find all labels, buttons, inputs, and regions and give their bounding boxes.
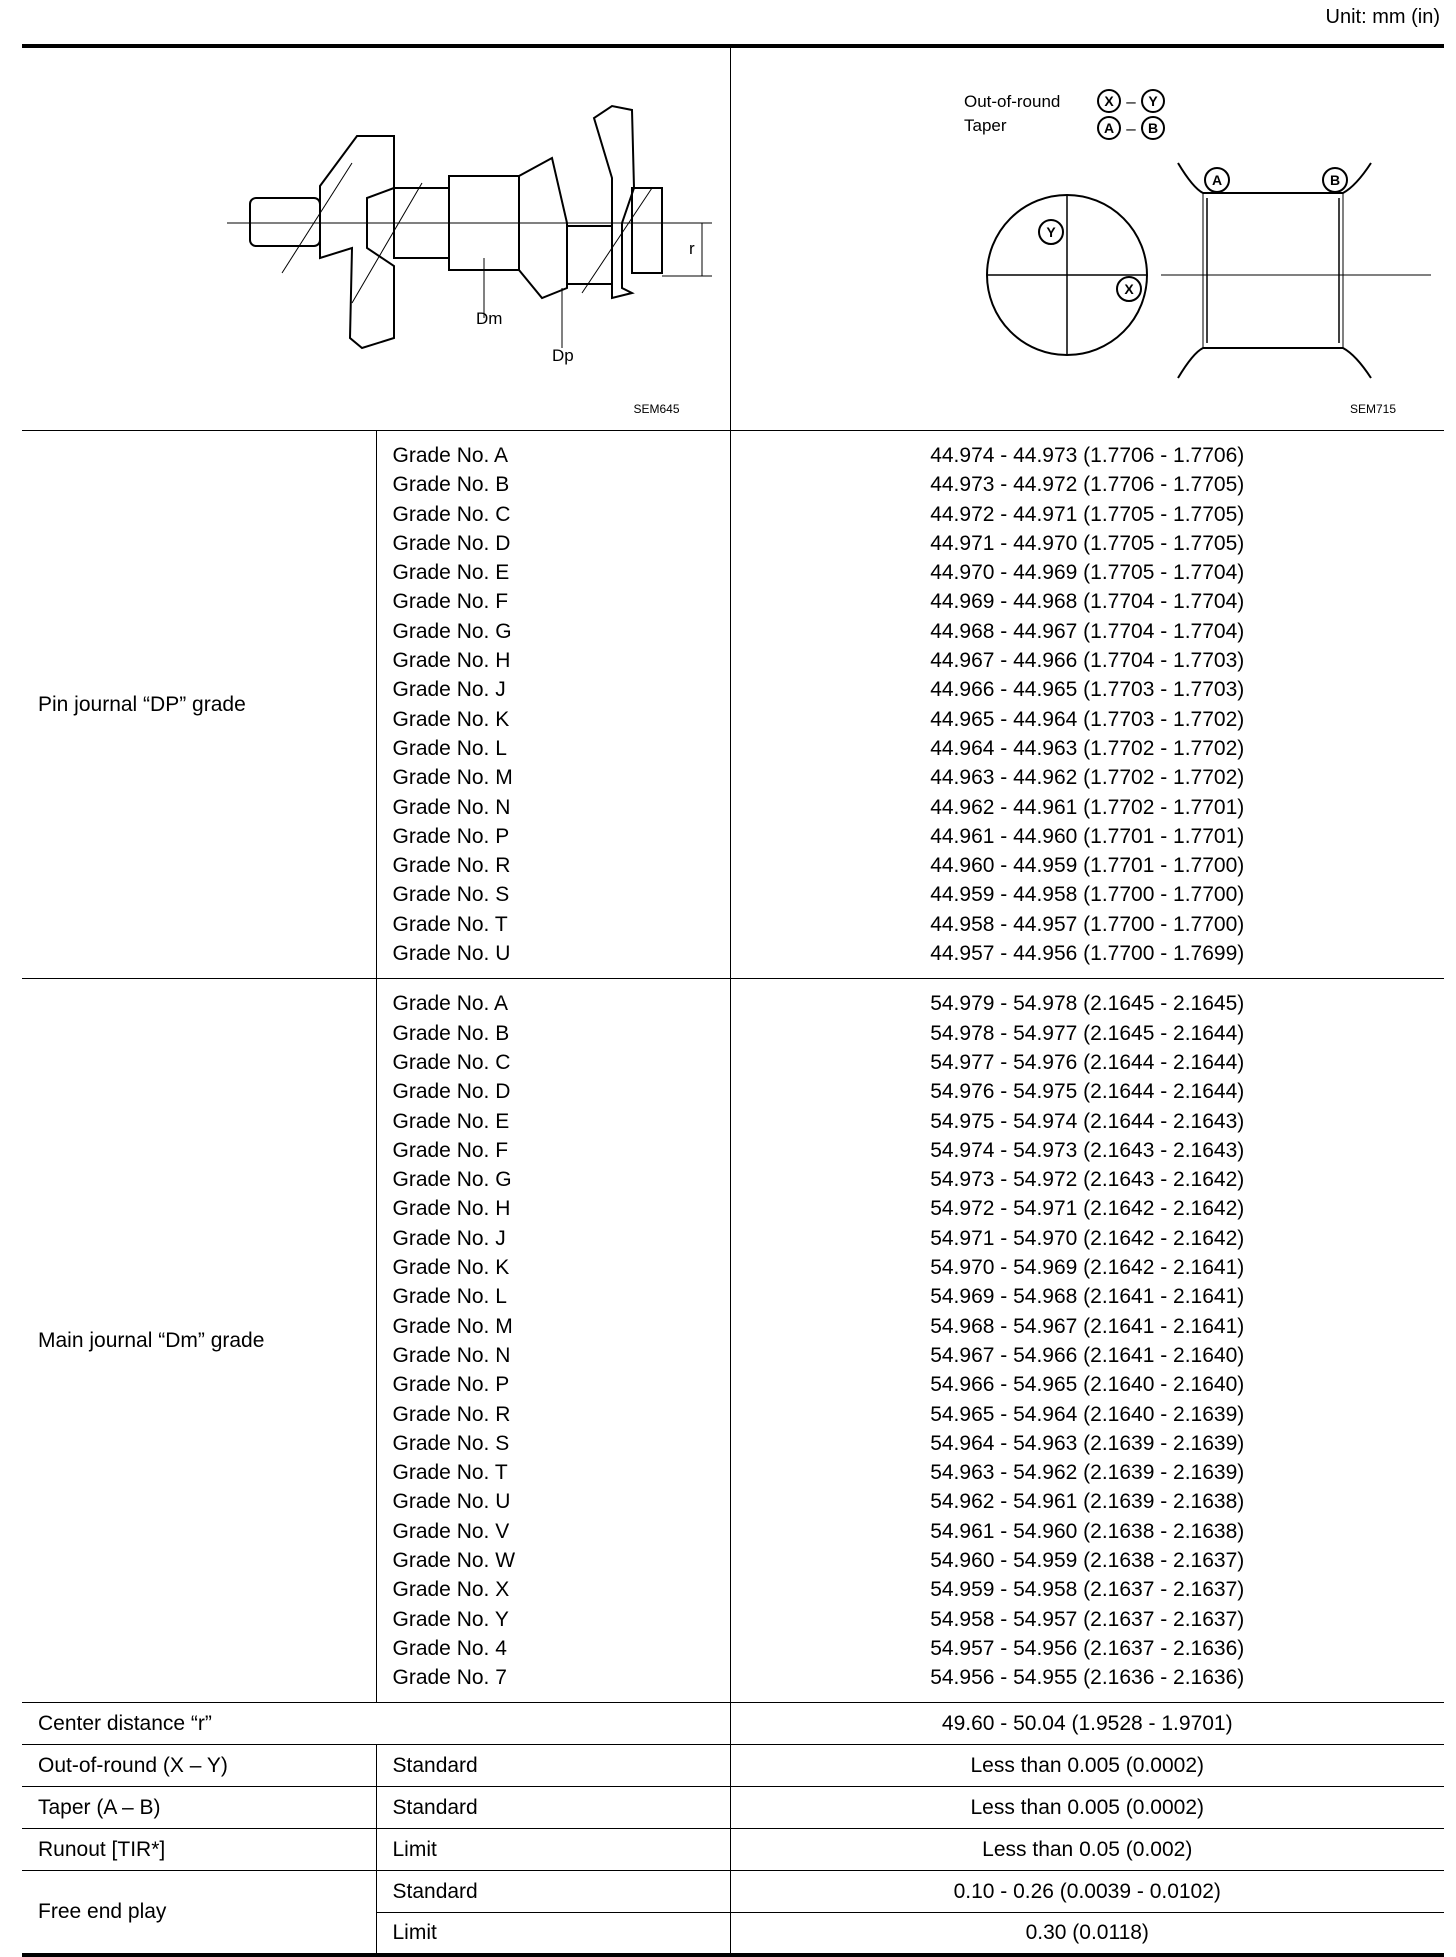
unit-label: Unit: mm (in) bbox=[1325, 6, 1440, 28]
main-grade-value: 54.957 - 54.956 (2.1637 - 2.1636) bbox=[930, 1636, 1245, 1660]
out-of-round-value: Less than 0.005 (0.0002) bbox=[730, 1745, 1444, 1787]
pin-grade-label: Grade No. C bbox=[392, 502, 511, 526]
pin-grade-label: Grade No. L bbox=[392, 736, 507, 760]
crankshaft-diagram bbox=[22, 48, 730, 430]
main-grade-value: 54.964 - 54.963 (2.1639 - 2.1639) bbox=[930, 1431, 1245, 1455]
main-grade-value: 54.965 - 54.964 (2.1640 - 2.1639) bbox=[930, 1402, 1245, 1426]
r-label: r bbox=[689, 239, 695, 258]
pin-grade-value: 44.962 - 44.961 (1.7702 - 1.7701) bbox=[930, 795, 1245, 819]
main-grade-value: 54.975 - 54.974 (2.1644 - 2.1643) bbox=[930, 1109, 1245, 1133]
taper-caption: Taper bbox=[963, 116, 1007, 135]
pin-grade-label: Grade No. H bbox=[392, 649, 511, 673]
main-grade-value: 54.966 - 54.965 (2.1640 - 2.1640) bbox=[930, 1373, 1245, 1397]
main-grade-label: Grade No. A bbox=[392, 992, 509, 1016]
pin-grade-label: Grade No. T bbox=[392, 912, 508, 936]
b-marker: B bbox=[1147, 120, 1158, 136]
free-end-play-limit-value: 0.30 (0.0118) bbox=[730, 1913, 1444, 1955]
main-grade-label: Grade No. J bbox=[392, 1226, 506, 1250]
main-grade-value: 54.976 - 54.975 (2.1644 - 2.1644) bbox=[930, 1080, 1245, 1104]
pin-grade-value: 44.957 - 44.956 (1.7700 - 1.7699) bbox=[930, 942, 1245, 966]
main-grade-label: Grade No. M bbox=[392, 1314, 513, 1338]
main-grade-label: Grade No. D bbox=[392, 1080, 511, 1104]
main-grade-label: Grade No. W bbox=[392, 1548, 516, 1572]
main-grade-value: 54.967 - 54.966 (2.1641 - 2.1640) bbox=[930, 1343, 1245, 1367]
runout-value: Less than 0.05 (0.002) bbox=[730, 1829, 1444, 1871]
pin-journal-values bbox=[730, 431, 1444, 979]
dp-label: Dp bbox=[552, 346, 574, 365]
main-grade-value: 54.973 - 54.972 (2.1643 - 2.1642) bbox=[930, 1168, 1245, 1192]
free-end-play-standard-value: 0.10 - 0.26 (0.0039 - 0.0102) bbox=[730, 1871, 1444, 1913]
pin-grade-label: Grade No. P bbox=[392, 824, 510, 848]
y-marker: Y bbox=[1147, 93, 1158, 109]
main-journal-grades bbox=[376, 979, 730, 1703]
pin-journal-label: Pin journal “DP” grade bbox=[38, 692, 246, 716]
main-grade-label: Grade No. Y bbox=[392, 1607, 509, 1631]
pin-grade-label: Grade No. D bbox=[392, 531, 511, 555]
main-grade-label: Grade No. B bbox=[392, 1021, 510, 1045]
pin-grade-value: 44.958 - 44.957 (1.7700 - 1.7700) bbox=[930, 912, 1245, 936]
pin-grade-value: 44.973 - 44.972 (1.7706 - 1.7705) bbox=[930, 473, 1245, 497]
main-grade-value: 54.974 - 54.973 (2.1643 - 2.1643) bbox=[930, 1138, 1245, 1162]
pin-grade-label: Grade No. E bbox=[392, 561, 510, 585]
main-grade-label: Grade No. C bbox=[392, 1050, 511, 1074]
main-grade-value: 54.978 - 54.977 (2.1645 - 2.1644) bbox=[930, 1021, 1245, 1045]
ab-dash: – bbox=[1125, 119, 1136, 138]
main-grade-label: Grade No. K bbox=[392, 1256, 510, 1280]
main-grade-label: Grade No. 7 bbox=[392, 1666, 507, 1690]
main-grade-label: Grade No. P bbox=[392, 1373, 510, 1397]
a-taper-label: A bbox=[1211, 172, 1222, 188]
out-of-round-type: Standard bbox=[376, 1745, 730, 1787]
pin-grade-value: 44.965 - 44.964 (1.7703 - 1.7702) bbox=[930, 707, 1245, 731]
dm-label: Dm bbox=[476, 309, 503, 328]
pin-grade-label: Grade No. R bbox=[392, 854, 511, 878]
pin-journal-grades bbox=[376, 431, 730, 979]
main-journal-label: Main journal “Dm” grade bbox=[38, 1328, 265, 1352]
pin-grade-value: 44.972 - 44.971 (1.7705 - 1.7705) bbox=[930, 502, 1245, 526]
main-grade-value: 54.958 - 54.957 (2.1637 - 2.1637) bbox=[930, 1607, 1245, 1631]
pin-grade-label: Grade No. S bbox=[392, 883, 510, 907]
main-grade-value: 54.963 - 54.962 (2.1639 - 2.1639) bbox=[930, 1461, 1245, 1485]
main-grade-value: 54.959 - 54.958 (2.1637 - 2.1637) bbox=[930, 1578, 1245, 1602]
pin-grade-value: 44.970 - 44.969 (1.7705 - 1.7704) bbox=[930, 561, 1245, 585]
main-grade-value: 54.956 - 54.955 (2.1636 - 2.1636) bbox=[930, 1666, 1245, 1690]
pin-grade-value: 44.960 - 44.959 (1.7701 - 1.7700) bbox=[930, 854, 1245, 878]
main-grade-value: 54.979 - 54.978 (2.1645 - 2.1645) bbox=[930, 992, 1245, 1016]
main-grade-label: Grade No. N bbox=[392, 1343, 511, 1367]
pin-grade-value: 44.968 - 44.967 (1.7704 - 1.7704) bbox=[930, 619, 1245, 643]
pin-grade-label: Grade No. G bbox=[392, 619, 512, 643]
main-grade-value: 54.977 - 54.976 (2.1644 - 2.1644) bbox=[930, 1050, 1245, 1074]
measurement-diagram bbox=[731, 48, 1445, 430]
center-distance-value: 49.60 - 50.04 (1.9528 - 1.9701) bbox=[730, 1703, 1444, 1745]
out-of-round-label: Out-of-round (X – Y) bbox=[38, 1753, 228, 1777]
pin-grade-value: 44.963 - 44.962 (1.7702 - 1.7702) bbox=[930, 766, 1245, 790]
pin-grade-label: Grade No. N bbox=[392, 795, 511, 819]
pin-grade-label: Grade No. F bbox=[392, 590, 509, 614]
a-marker: A bbox=[1103, 120, 1114, 136]
main-grade-value: 54.972 - 54.971 (2.1642 - 2.1642) bbox=[930, 1197, 1245, 1221]
free-end-play-label: Free end play bbox=[22, 1871, 376, 1955]
taper-label: Taper (A – B) bbox=[38, 1795, 161, 1819]
figure-code-right: SEM715 bbox=[1349, 402, 1396, 416]
pin-grade-label: Grade No. J bbox=[392, 678, 506, 702]
b-taper-label: B bbox=[1329, 172, 1340, 188]
main-grade-label: Grade No. G bbox=[392, 1168, 512, 1192]
x-marker: X bbox=[1103, 93, 1114, 109]
pin-grade-label: Grade No. A bbox=[392, 444, 509, 467]
x-circle-label: X bbox=[1123, 281, 1134, 297]
main-grade-value: 54.960 - 54.959 (2.1638 - 2.1637) bbox=[930, 1548, 1245, 1572]
taper-type: Standard bbox=[376, 1787, 730, 1829]
pin-grade-label: Grade No. B bbox=[392, 473, 510, 497]
main-grade-value: 54.970 - 54.969 (2.1642 - 2.1641) bbox=[930, 1256, 1245, 1280]
pin-grade-value: 44.964 - 44.963 (1.7702 - 1.7702) bbox=[930, 736, 1245, 760]
free-end-play-limit-type: Limit bbox=[376, 1913, 730, 1955]
main-grade-value: 54.971 - 54.970 (2.1642 - 2.1642) bbox=[930, 1226, 1245, 1250]
main-grade-label: Grade No. U bbox=[392, 1490, 511, 1514]
main-grade-label: Grade No. T bbox=[392, 1461, 508, 1485]
main-grade-value: 54.962 - 54.961 (2.1639 - 2.1638) bbox=[930, 1490, 1245, 1514]
main-grade-value: 54.961 - 54.960 (2.1638 - 2.1638) bbox=[930, 1519, 1245, 1543]
main-grade-label: Grade No. F bbox=[392, 1138, 509, 1162]
taper-value: Less than 0.005 (0.0002) bbox=[730, 1787, 1444, 1829]
pin-grade-value: 44.974 - 44.973 (1.7706 - 1.7706) bbox=[930, 444, 1245, 467]
main-grade-label: Grade No. E bbox=[392, 1109, 510, 1133]
main-grade-label: Grade No. 4 bbox=[392, 1636, 507, 1660]
pin-grade-value: 44.967 - 44.966 (1.7704 - 1.7703) bbox=[930, 649, 1245, 673]
crankshaft-spec-table bbox=[22, 44, 1444, 1957]
pin-grade-value: 44.969 - 44.968 (1.7704 - 1.7704) bbox=[930, 590, 1245, 614]
runout-type: Limit bbox=[376, 1829, 730, 1871]
main-grade-label: Grade No. R bbox=[392, 1402, 511, 1426]
main-grade-label: Grade No. S bbox=[392, 1431, 510, 1455]
crankshaft-figure bbox=[22, 46, 730, 431]
main-grade-label: Grade No. H bbox=[392, 1197, 511, 1221]
center-distance-label: Center distance “r” bbox=[38, 1711, 212, 1735]
main-grade-label: Grade No. V bbox=[392, 1519, 510, 1543]
pin-grade-label: Grade No. K bbox=[392, 707, 510, 731]
main-grade-label: Grade No. X bbox=[392, 1578, 510, 1602]
main-grade-value: 54.968 - 54.967 (2.1641 - 2.1641) bbox=[930, 1314, 1245, 1338]
figure-code-left: SEM645 bbox=[633, 402, 680, 416]
pin-grade-value: 44.966 - 44.965 (1.7703 - 1.7703) bbox=[930, 678, 1245, 702]
out-of-round-caption: Out-of-round bbox=[963, 92, 1060, 111]
pin-grade-label: Grade No. U bbox=[392, 942, 511, 966]
pin-grade-value: 44.971 - 44.970 (1.7705 - 1.7705) bbox=[930, 531, 1245, 555]
main-grade-label: Grade No. L bbox=[392, 1285, 507, 1309]
pin-grade-value: 44.961 - 44.960 (1.7701 - 1.7701) bbox=[930, 824, 1245, 848]
main-journal-values bbox=[730, 979, 1444, 1703]
pin-grade-value: 44.959 - 44.958 (1.7700 - 1.7700) bbox=[930, 883, 1245, 907]
runout-label: Runout [TIR*] bbox=[38, 1837, 166, 1861]
xy-dash: – bbox=[1125, 92, 1136, 111]
y-circle-label: Y bbox=[1045, 224, 1056, 240]
out-of-round-taper-figure bbox=[730, 46, 1444, 431]
pin-grade-label: Grade No. M bbox=[392, 766, 513, 790]
free-end-play-standard-type: Standard bbox=[376, 1871, 730, 1913]
main-grade-value: 54.969 - 54.968 (2.1641 - 2.1641) bbox=[930, 1285, 1245, 1309]
